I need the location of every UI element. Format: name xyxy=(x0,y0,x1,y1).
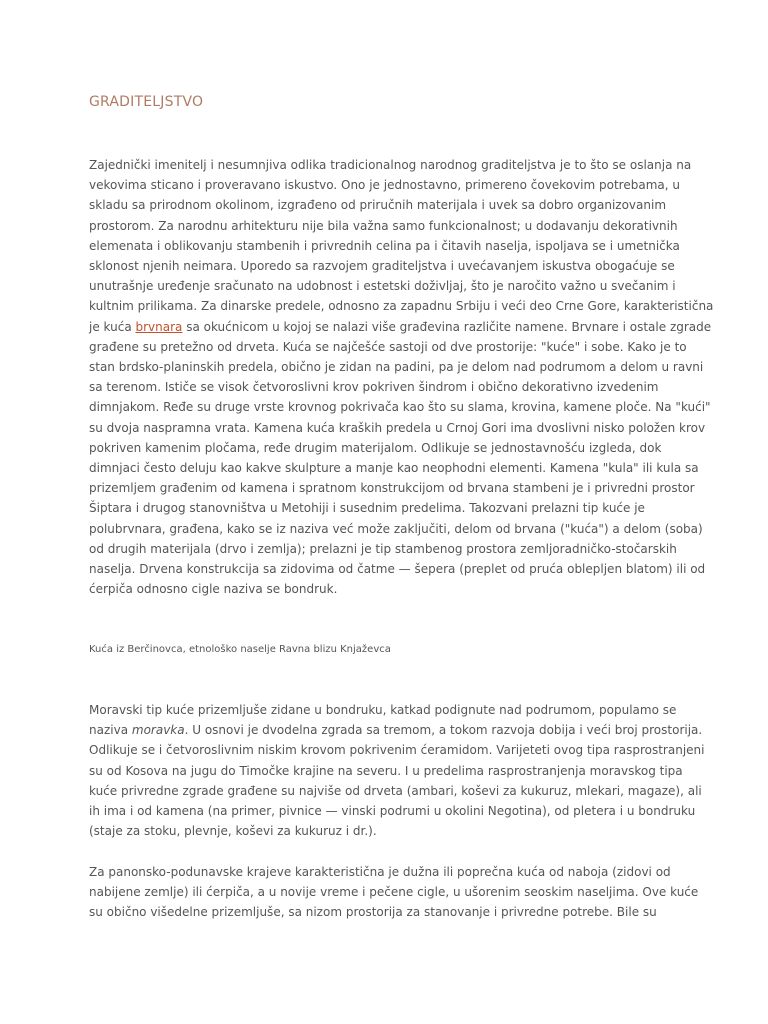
text-line: kuće privredne zgrade građene su najviše od drveta (ambari, koševi za kukuruz, mlekari, magaze), ali xyxy=(89,783,702,798)
text-line: unutrašnje uređenje sračunato na udobnost i estetski doživljaj, što je naročito važno u svečanim i xyxy=(89,279,676,294)
text-line: vekovima sticano i proveravano iskustvo. Ono je jednostavno, primereno čovekovim potrebama, u xyxy=(89,178,680,193)
text-line: su od Kosova na jugu do Timočke krajine na severu. I u predelima rasprostranjenja moravskog tipa xyxy=(89,763,683,778)
text-line-with-link xyxy=(89,317,712,337)
text-line: dimnjakom. Ređe su druge vrste krovnog pokrivača kao što su slama, krovina, kamene ploče. Na "kući" xyxy=(89,400,711,415)
text-line: ćerpiča odnosno cigle naziva se bondruk. xyxy=(89,582,338,597)
text-line: sklonost njenih neimara. Uporedo sa razvojem graditeljstva i uvećavanjem iskustva obogaćuje se xyxy=(89,259,675,274)
text-line: Zajednički imenitelj i nesumnjiva odlika tradicionalnog narodnog graditeljstva je to što se oslanja na xyxy=(89,158,692,172)
text-line: Odlikuje se i četvoroslivnim niskim krovom pokrivenim ćeramidom. Varijeteti ovog tipa rasprostranjeni xyxy=(89,743,705,758)
text-line: (staje za stoku, plevnje, koševi za kukuruz i dr.). xyxy=(89,824,377,839)
page-title: GRADITELJSTVO xyxy=(89,94,204,110)
text-line: Šiptara i drugog stanovništva u Metohiji i susednim predelima. Takozvani prelazni tip kuće je xyxy=(89,501,645,516)
link-suffix-text: sa okućnicom u kojoj se nalazi više građevina različite namene. Brvnare i ostale zgrade xyxy=(182,319,712,334)
text-line: prostorom. Za narodnu arhitekturu nije bila važna samo funkcionalnost; u dodavanju dekorativnih xyxy=(89,218,678,233)
text-line: elemenata i oblikovanju stambenih i privrednih celina pa i čitavih naselja, ispoljava se i umetnička xyxy=(89,238,680,253)
text-line: nabijene zemlje) ili ćerpiča, a u novije vreme i pečene cigle, u ušorenim seoskim naseljima. Ove kuće xyxy=(89,885,699,900)
text-line: sa terenom. Ističe se visok četvoroslivni krov pokriven šindrom i obično dekorativno izvedenim xyxy=(89,380,659,395)
link-prefix-text: je kuća xyxy=(89,319,136,334)
image-caption: Kuća iz Berčinovca, etnološko naselje Ravna blizu Knjaževca xyxy=(89,644,391,655)
brvnara-link[interactable]: brvnara xyxy=(135,319,183,334)
paragraph-panonsko-podunavske xyxy=(89,862,699,923)
text-line: od drugih materijala (drvo i zemlja); prelazni je tip stambenog prostora zemljoradničko-stočarskih xyxy=(89,541,677,556)
italic-suffix-text: . U osnovi je dvodelna zgrada sa tremom, a tokom razvoja dobija i veći broj prostorija. xyxy=(184,723,703,738)
text-line: ih ima i od kamena (na primer, pivnice — vinski podrumi u okolini Negotina), od pletera i u bondruku xyxy=(89,804,696,819)
text-line: naselja. Drvena konstrukcija sa zidovima od čatme — šepera (preplet od pruća oblepljen blatom) ili od xyxy=(89,562,706,577)
text-line: stan brdsko-planinskih predela, obično je zidan na padini, pa je delom nad podrumom a delom u ravni xyxy=(89,360,704,375)
italic-term-moravka: moravka xyxy=(131,723,185,738)
text-line: su dvoja naspramna vrata. Kamena kuća kraških predela u Crnoj Gori ima dvoslivni nisko položen krov xyxy=(89,420,706,435)
text-line: polubrvnara, građena, kako se iz naziva već može zaključiti, delom od brvana ("kuća") a delom (soba) xyxy=(89,521,703,536)
text-line: skladu sa prirodnom okolinom, izgrađeno od priručnih materijala i uvek sa dobro organizovanim xyxy=(89,198,667,213)
text-line: pokriven kamenim pločama, ređe drugim materijalom. Odlikuje se jednostavnošću izgleda, dok xyxy=(89,440,662,455)
text-line: su obično višedelne prizemljuše, sa nizom prostorija za stanovanje i privredne potrebe. Bile su xyxy=(89,905,657,920)
text-line: prizemljem građenim od kamena i spratnom konstrukcijom od brvana stambeni je i privredni prostor xyxy=(89,481,695,496)
italic-prefix-text: naziva xyxy=(89,723,132,738)
paragraph-moravski-tip xyxy=(89,700,705,841)
paragraph-graditeljstvo xyxy=(89,155,714,599)
text-line-with-italic xyxy=(89,720,703,740)
text-line: kultnim prilikama. Za dinarske predele, odnosno za zapadnu Srbiju i veći deo Crne Gore, karakteristična xyxy=(89,299,714,314)
text-line: Za panonsko-podunavske krajeve karakteristična je dužna ili poprečna kuća od naboja (zidovi od xyxy=(89,865,671,879)
text-line: Moravski tip kuće prizemljuše zidane u bondruku, katkad podignute nad podrumom, populamo se xyxy=(89,703,677,717)
text-line: dimnjaci često deluju kao kakve skulpture a manje kao neophodni elementi. Kamena "kula" ili kula sa xyxy=(89,461,699,476)
text-line: građene su pretežno od drveta. Kuća se najčešće sastoji od dve prostorije: "kuće" i sobe. Kako je to xyxy=(89,339,687,354)
